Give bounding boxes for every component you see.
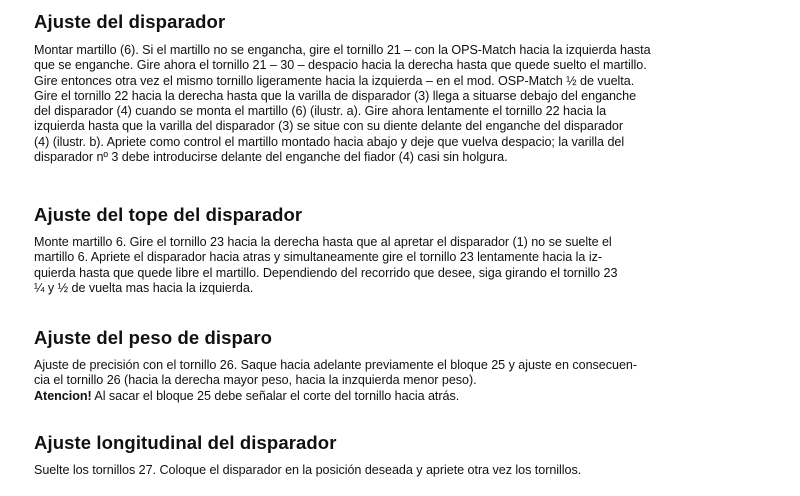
paragraph-line: Montar martillo (6). Si el martillo no se engancha, gire el tornillo 21 – con la OPS-Match hacia la izquierda hasta [34,43,651,57]
section-heading: Ajuste longitudinal del disparador [34,432,337,453]
paragraph-line: ¼ y ½ de vuelta mas hacia la izquierda. [34,280,254,295]
section-trigger-adjustment [34,11,774,165]
paragraph-line: Suelte los tornillos 27. Coloque el disparador en la posición deseada y apriete otra vez los tornillos. [34,463,582,477]
section-longitudinal-adjustment [34,432,774,478]
section-paragraph [34,43,774,165]
paragraph-line: Monte martillo 6. Gire el tornillo 23 hacia la derecha hasta que al apretar el disparador (1) no se suelte el [34,235,612,249]
section-paragraph [34,358,774,404]
paragraph-line: que se enganche. Gire ahora el tornillo 21 – 30 – despacio hacia la derecha hasta que quede suelto el martillo. [34,58,647,73]
section-heading: Ajuste del peso de disparo [34,327,273,348]
paragraph-line: quierda hasta que quede libre el martillo. Dependiendo del recorrido que desee, siga girando el tornillo 23 [34,265,618,280]
section-paragraph [34,235,774,296]
section-heading: Ajuste del tope del disparador [34,204,303,225]
paragraph-line: izquierda hasta que la varilla del disparador (3) se situe con su diente delante del enganche del disparador [34,119,623,134]
section-paragraph [34,463,774,478]
paragraph-line: (4) (ilustr. b). Apriete como control el martillo montado hacia abajo y deje que vuelva despacio; la varilla del [34,134,625,149]
section-trigger-weight-adjustment [34,327,774,404]
paragraph-line: del disparador (4) cuando se monta el martillo (6) (ilustr. a). Gire ahora lentamente el tornillo 22 hacia la [34,104,607,119]
paragraph-line: disparador nº 3 debe introducirse delante del enganche del fiador (4) casi sin holgura. [34,150,508,165]
paragraph-line: martillo 6. Apriete el disparador hacia atras y simultaneamente gire el tornillo 23 lentamente hacia la iz- [34,250,602,265]
warning-label: Atencion! [34,388,92,403]
paragraph-line: Gire el tornillo 22 hacia la derecha hasta que la varilla de disparador (3) llega a situarse debajo del enganche [34,88,637,103]
paragraph-line: cia el tornillo 26 (hacia la derecha mayor peso, hacia la inzquierda menor peso). [34,373,477,388]
section-trigger-stop-adjustment [34,204,774,296]
paragraph-line: Ajuste de precisión con el tornillo 26. Saque hacia adelante previamente el bloque 25 y ajuste en consecuen- [34,358,637,372]
warning-text: Al sacar el bloque 25 debe señalar el corte del tornillo hacia atrás. [91,388,460,403]
warning-line [34,389,774,404]
section-heading: Ajuste del disparador [34,11,226,32]
paragraph-line: Gire entonces otra vez el mismo tornillo ligeramente hacia la izquierda – en el mod. OSP-Match ½ de vuelta. [34,73,635,88]
